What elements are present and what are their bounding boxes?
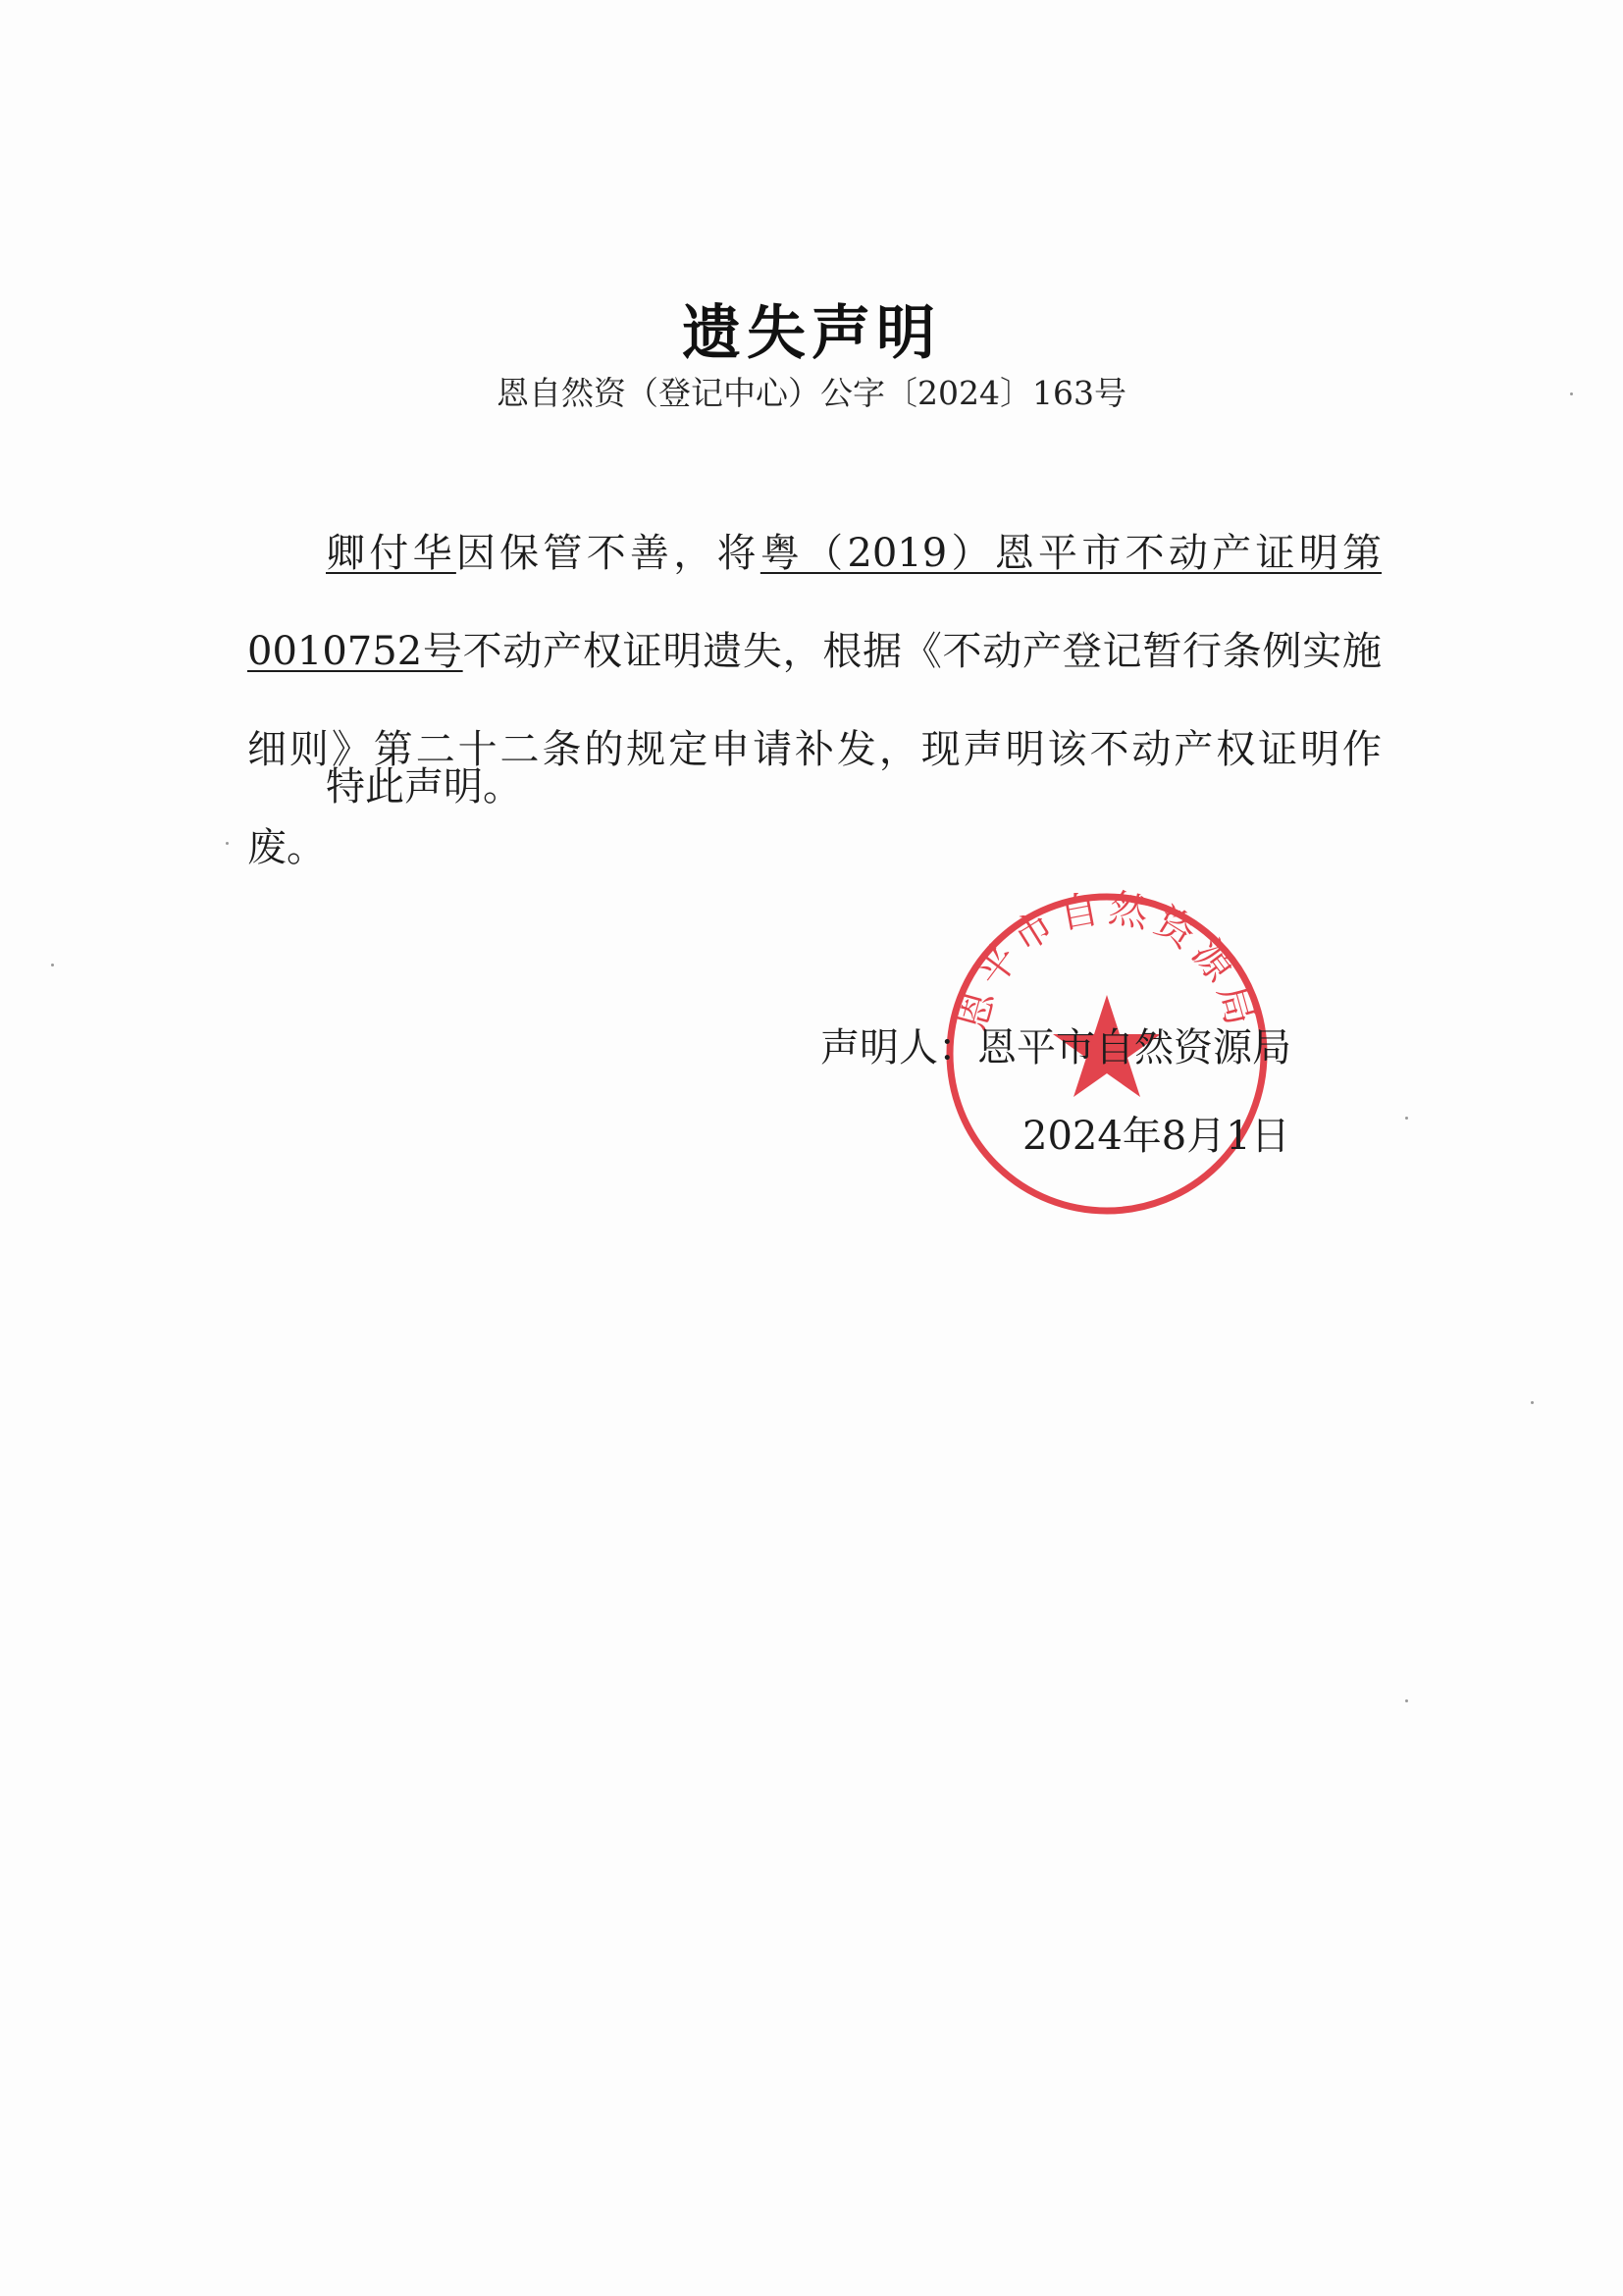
statement-text-2: 不动产权证明遗失，根据《不动产登记暂行条例实施细则》第二十二条的规定申请补发，现声明该不动产权证明作废。 — [247, 629, 1382, 870]
scan-speck — [226, 842, 229, 845]
closing-text: 特此声明。 — [326, 764, 522, 809]
certificate-number: 粤（2019）恩平市不动产证明第0010752号 — [247, 531, 1383, 674]
statement-body — [247, 504, 1382, 897]
signer: 声明人：恩平市自然资源局 — [820, 1025, 1291, 1070]
owner-name: 卿付华 — [326, 531, 456, 576]
scan-speck — [1570, 392, 1573, 395]
statement-text-1: 因保管不善，将 — [455, 531, 760, 576]
scan-speck — [1531, 1401, 1534, 1404]
seal-text: 恩平市自然资源局 — [949, 887, 1265, 1036]
document-title: 遗失声明 — [682, 299, 941, 368]
scan-speck — [51, 964, 54, 966]
statement-paragraph — [247, 504, 1382, 897]
document-number: 恩自然资（登记中心）公字〔2024〕163号 — [497, 374, 1126, 412]
statement-date: 2024年8月1日 — [1022, 1114, 1290, 1159]
scan-speck — [1405, 1699, 1408, 1702]
scan-speck — [1405, 1117, 1408, 1120]
